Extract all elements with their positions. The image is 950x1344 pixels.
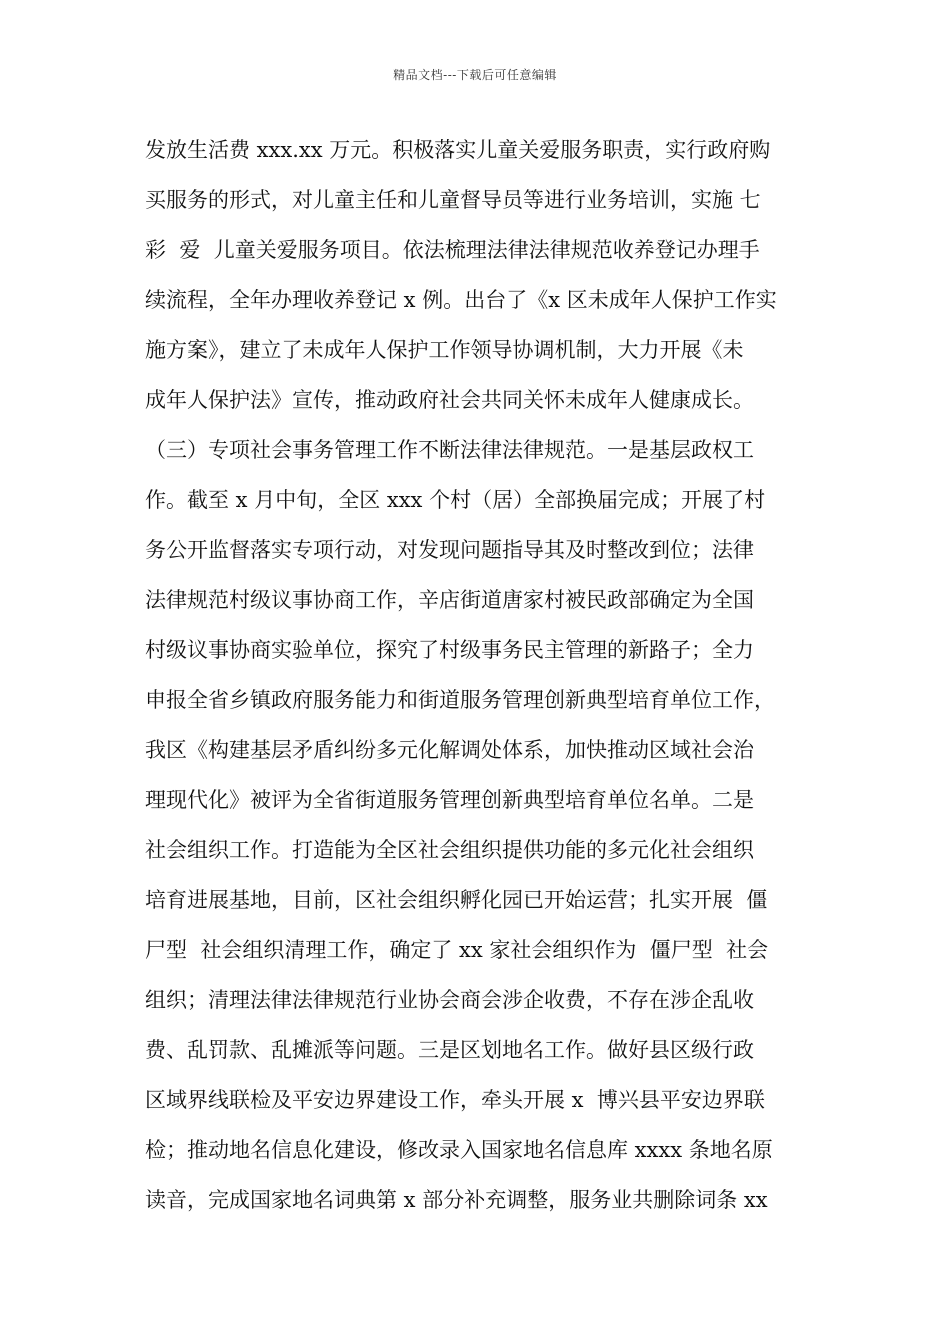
text-line: 法律规范村级议事协商工作，辛店街道唐家村被民政部确定为全国 bbox=[145, 588, 754, 612]
page-header: 精品文档---下载后可任意编辑 bbox=[393, 68, 557, 82]
document-body bbox=[145, 133, 825, 1233]
text-line: 成年人保护法》宣传，推动政府社会共同关怀未成年人健康成长。 bbox=[145, 388, 754, 412]
text-line: 区域界线联检及平安边界建设工作，牵头开展 x 博兴县平安边界联 bbox=[145, 1088, 765, 1112]
text-line: （三）专项社会事务管理工作不断法律法律规范。一是基层政权工 bbox=[145, 438, 754, 462]
text-line: 彩 爱 儿童关爱服务项目。依法梳理法律法律规范收养登记办理手 bbox=[145, 238, 760, 262]
text-line: 续流程，全年办理收养登记 x 例。出台了《x 区未成年人保护工作实 bbox=[145, 288, 777, 312]
text-line: 检；推动地名信息化建设，修改录入国家地名信息库 xxxx 条地名原 bbox=[145, 1138, 773, 1162]
text-line: 施方案》，建立了未成年人保护工作领导协调机制，大力开展《未 bbox=[145, 338, 744, 362]
text-line: 读音，完成国家地名词典第 x 部分补充调整，服务业共删除词条 xx bbox=[145, 1188, 768, 1212]
text-line: 村级议事协商实验单位，探究了村级事务民主管理的新路子；全力 bbox=[145, 638, 754, 662]
text-line: 务公开监督落实专项行动，对发现问题指导其及时整改到位；法律 bbox=[145, 538, 754, 562]
text-line: 培育进展基地，目前，区社会组织孵化园已开始运营；扎实开展 僵 bbox=[145, 888, 768, 912]
text-line: 买服务的形式，对儿童主任和儿童督导员等进行业务培训，实施 七 bbox=[145, 188, 761, 212]
text-line: 申报全省乡镇政府服务能力和街道服务管理创新典型培育单位工作， bbox=[145, 688, 775, 712]
text-line: 发放生活费 xxx.xx 万元。积极落实儿童关爱服务职责，实行政府购 bbox=[145, 138, 771, 162]
text-line: 我区《构建基层矛盾纠纷多元化解调处体系，加快推动区域社会治 bbox=[145, 738, 754, 762]
text-line: 组织；清理法律法律规范行业协会商会涉企收费，不存在涉企乱收 bbox=[145, 988, 754, 1012]
text-line: 作。截至 x 月中旬，全区 xxx 个村（居）全部换届完成；开展了村 bbox=[145, 488, 766, 512]
text-line: 理现代化》被评为全省街道服务管理创新典型培育单位名单。二是 bbox=[145, 788, 754, 812]
text-line: 尸型 社会组织清理工作，确定了 xx 家社会组织作为 僵尸型 社会 bbox=[145, 938, 769, 962]
text-line: 费、乱罚款、乱摊派等问题。三是区划地名工作。做好县区级行政 bbox=[145, 1038, 754, 1062]
text-line: 社会组织工作。打造能为全区社会组织提供功能的多元化社会组织 bbox=[145, 838, 754, 862]
